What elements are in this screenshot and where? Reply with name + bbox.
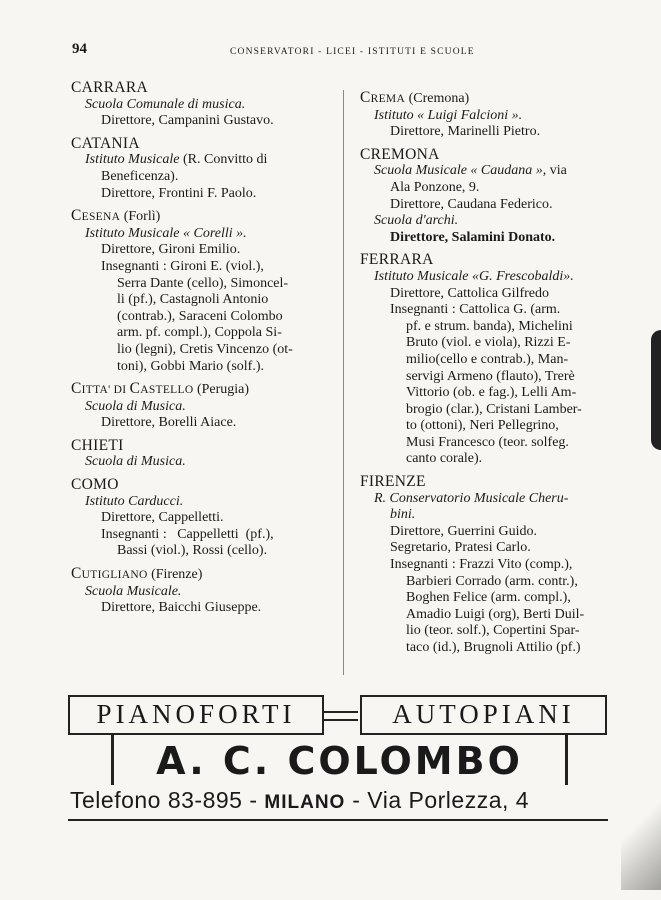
institution-cont: Ala Ponzone, 9. xyxy=(390,179,480,195)
city-heading: CESENA (Forlì) xyxy=(71,207,161,225)
institution: R. Conservatorio Musicale Cheru- xyxy=(374,490,569,506)
city-heading: FERRARA xyxy=(360,251,434,269)
director: Direttore, Salamini Donato. xyxy=(390,229,556,245)
teachers: Insegnanti : Gironi E. (viol.), Serra Dante (cello), Simoncel- li (pf.), Castagnoli Antonio (contrab.), Saraceni Colombo arm. pf. compl.), Coppola Si- lio (legni), Cretis Vincenzo (ot- toni), Gobbi Mario (solf.). xyxy=(101,258,293,374)
institution: Istituto Musicale « Corelli ». xyxy=(85,225,247,241)
right-column xyxy=(360,90,620,657)
institution: Scuola Musicale « Caudana », via xyxy=(374,163,567,179)
running-title: CONSERVATORI - LICEI - ISTITUTI E SCUOLE xyxy=(230,47,475,57)
institution: Scuola Comunale di musica. xyxy=(85,96,246,112)
teachers: Insegnanti : Cattolica G. (arm. pf. e strum. banda), Michelini Bruto (viol. e viola), Rizzi E- milio(cello e contrab.), Man- servigi Armeno (flauto), Trerè Vittorio (ob. e fag.), Lelli Am- brogio (clar.), Cristani Lamber- to (ottoni), Neri Pellegrino, Musi Francesco (teor. solfeg. canto corale). xyxy=(390,302,582,467)
institution: Istituto Carducci. xyxy=(85,493,184,509)
city-heading: CREMONA xyxy=(360,145,440,163)
director: Direttore, Baicchi Giuseppe. xyxy=(101,600,262,616)
institution-cont: Beneficenza). xyxy=(101,168,179,184)
ad-contact-line: Telefono 83-895 - MILANO - Via Porlezza, 4 xyxy=(70,787,530,813)
institution: Scuola d'archi. xyxy=(374,213,459,229)
city-heading: CHIETI xyxy=(71,436,124,454)
institution-cont: bini. xyxy=(390,507,416,523)
director: Direttore, Guerrini Guido. xyxy=(390,523,537,539)
director: Direttore, Gironi Emilio. xyxy=(101,242,241,258)
city-heading: CREMA (Cremona) xyxy=(360,89,470,106)
institution: Istituto « Luigi Falcioni ». xyxy=(374,107,523,123)
director: Direttore, Cappelletti. xyxy=(101,510,224,526)
institution: Scuola Musicale. xyxy=(85,583,182,599)
ad-bar-right xyxy=(565,733,568,785)
ad-underline xyxy=(68,819,608,821)
director: Direttore, Frontini F. Paolo. xyxy=(101,185,257,201)
ad-company-name: A. C. COLOMBO xyxy=(156,739,523,783)
city-heading: CATANIA xyxy=(71,134,140,152)
secretary: Segretario, Pratesi Carlo. xyxy=(390,540,531,556)
city-heading: CITTA' DI CASTELLO (Perugia) xyxy=(71,380,250,398)
page-edge-shadow xyxy=(651,330,661,450)
page-corner-shadow xyxy=(621,780,661,890)
director: Direttore, Marinelli Pietro. xyxy=(390,124,541,140)
city-heading: COMO xyxy=(71,476,119,494)
ad-connector xyxy=(322,711,358,721)
director: Direttore, Borelli Aiace. xyxy=(101,415,237,431)
director: Direttore, Caudana Federico. xyxy=(390,196,553,212)
column-divider xyxy=(343,90,344,675)
city-heading: FIRENZE xyxy=(360,473,426,491)
ad-autopiani-box: AUTOPIANI xyxy=(360,695,607,735)
page-number: 94 xyxy=(72,41,87,57)
left-column xyxy=(71,80,339,617)
director: Direttore, Cattolica Gilfredo xyxy=(390,285,549,301)
teachers: Insegnanti : Cappelletti (pf.), Bassi (viol.), Rossi (cello). xyxy=(101,526,274,559)
institution: Istituto Musicale «G. Frescobaldi». xyxy=(374,268,574,284)
teachers: Insegnanti : Frazzi Vito (comp.), Barbieri Corrado (arm. contr.), Boghen Felice (arm. compl.), Amadio Luigi (org), Berti Duil- lio (teor. solf.), Copertini Spar- taco (id.), Brugnoli Attilio (pf.) xyxy=(390,557,585,655)
city-heading: CUTIGLIANO (Firenze) xyxy=(71,565,203,583)
institution: Scuola di Musica. xyxy=(85,454,186,470)
institution: Scuola di Musica. xyxy=(85,398,186,414)
institution: Istituto Musicale (R. Convitto di xyxy=(85,152,268,168)
advertisement xyxy=(64,695,609,825)
city-heading: CARRARA xyxy=(71,79,149,96)
director: Direttore, Campanini Gustavo. xyxy=(101,113,274,129)
ad-pianoforti-box: PIANOFORTI xyxy=(68,695,324,735)
